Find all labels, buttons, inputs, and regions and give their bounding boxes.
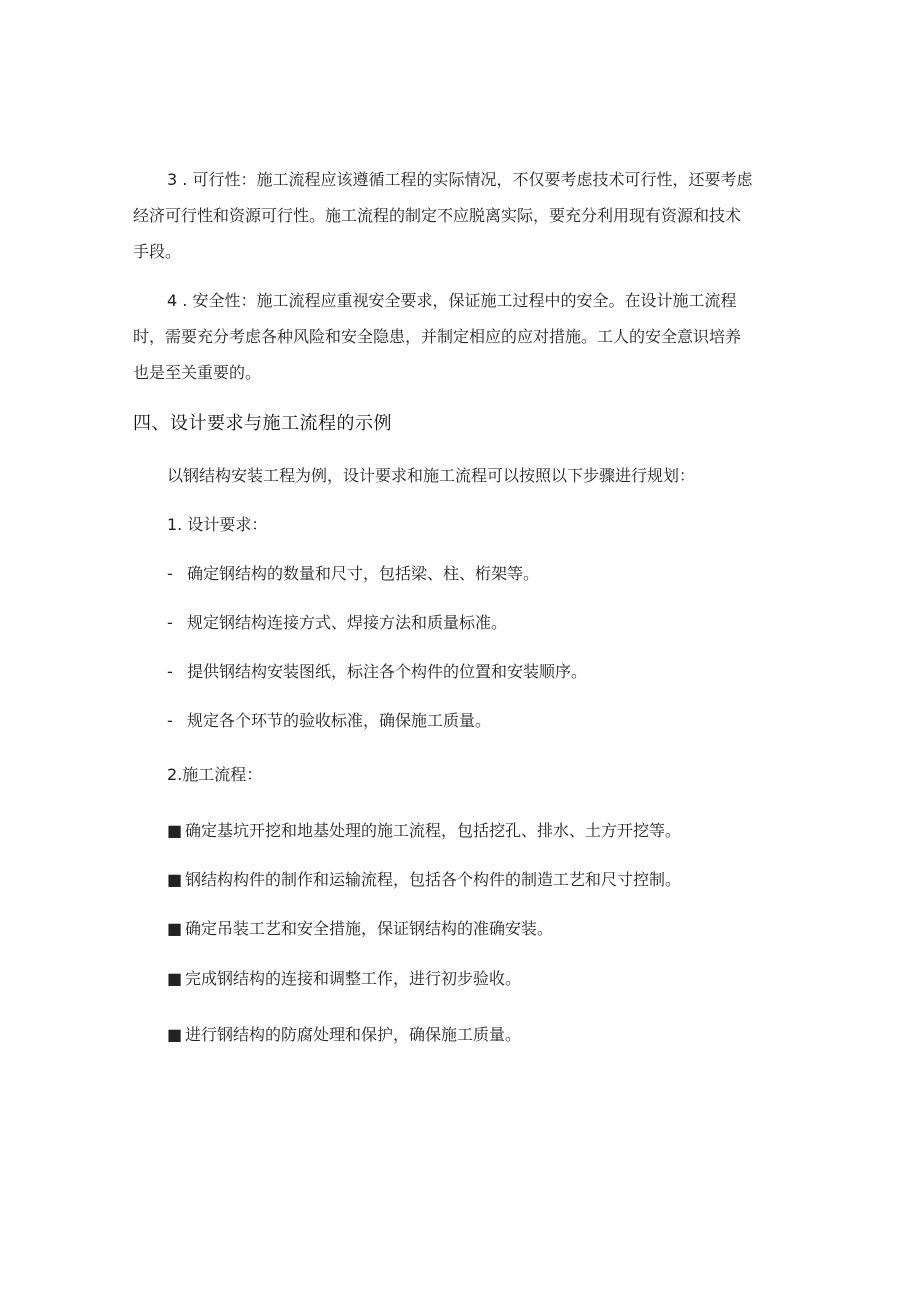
design-requirements-title: 1. 设计要求：	[167, 515, 268, 534]
process-item	[167, 911, 827, 947]
dash-marker: -	[167, 711, 173, 730]
section-intro: 以钢结构安装工程为例，设计要求和施工流程可以按照以下步骤进行规划：	[167, 466, 696, 485]
process-item	[167, 961, 827, 997]
feasibility-line-2: 经济可行性和资源可行性。施工流程的制定不应脱离实际，要充分利用现有资源和技术	[133, 206, 742, 225]
process-item	[167, 862, 827, 898]
safety-line-3: 也是至关重要的。	[133, 363, 262, 382]
design-item-text: 提供钢结构安装图纸，标注各个构件的位置和安装顺序。	[187, 662, 588, 681]
dash-marker: -	[167, 564, 173, 583]
feasibility-paragraph	[133, 162, 793, 270]
design-item-text: 规定钢结构连接方式、焊接方法和质量标准。	[187, 613, 508, 632]
feasibility-line-3: 手段。	[133, 242, 182, 261]
process-item-text: 确定吊装工艺和安全措施，保证钢结构的准确安装。	[185, 919, 554, 938]
dash-marker: -	[167, 662, 173, 681]
design-item	[167, 556, 827, 592]
process-item	[167, 1017, 827, 1053]
process-item-text: 确定基坑开挖和地基处理的施工流程，包括挖孔、排水、土方开挖等。	[185, 821, 682, 840]
square-bullet-icon: ■	[167, 821, 183, 840]
safety-line-1: 4 . 安全性：施工流程应重视安全要求，保证施工过程中的安全。在设计施工流程	[167, 291, 737, 310]
safety-paragraph	[133, 283, 793, 391]
square-bullet-icon: ■	[167, 870, 183, 889]
construction-process-title: 2.施工流程：	[167, 765, 263, 784]
square-bullet-icon: ■	[167, 969, 183, 988]
square-bullet-icon: ■	[167, 919, 183, 938]
dash-marker: -	[167, 613, 173, 632]
feasibility-line-1: 3 . 可行性：施工流程应该遵循工程的实际情况，不仅要考虑技术可行性，还要考虑	[167, 170, 753, 189]
square-bullet-icon: ■	[167, 1025, 183, 1044]
section-heading: 四、设计要求与施工流程的示例	[133, 413, 392, 434]
design-item	[167, 654, 827, 690]
process-item-text: 完成钢结构的连接和调整工作，进行初步验收。	[185, 969, 522, 988]
process-item	[167, 813, 827, 849]
design-item-text: 规定各个环节的验收标准，确保施工质量。	[187, 711, 492, 730]
safety-line-2: 时，需要充分考虑各种风险和安全隐患，并制定相应的应对措施。工人的安全意识培养	[133, 327, 742, 346]
process-item-text: 钢结构构件的制作和运输流程，包括各个构件的制造工艺和尺寸控制。	[185, 870, 682, 889]
design-item-text: 确定钢结构的数量和尺寸，包括梁、柱、桁架等。	[187, 564, 540, 583]
process-item-text: 进行钢结构的防腐处理和保护，确保施工质量。	[185, 1025, 522, 1044]
design-item	[167, 703, 827, 739]
design-item	[167, 605, 827, 641]
